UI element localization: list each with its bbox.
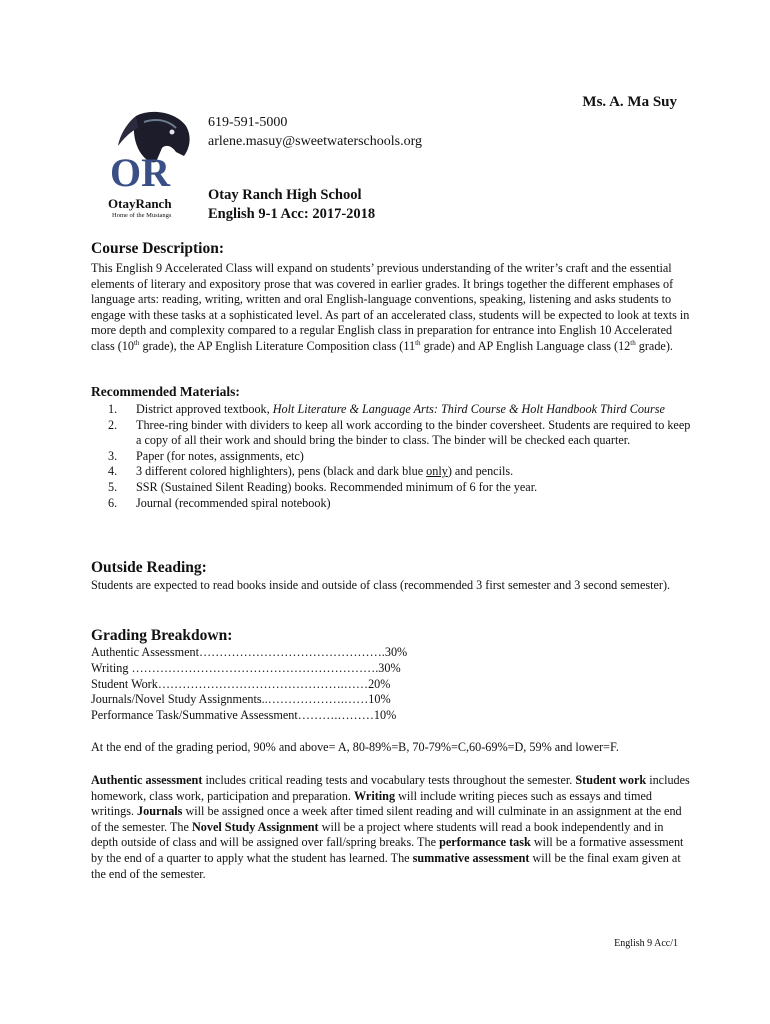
grade-row: Student Work……………………………………….……20% — [91, 676, 391, 691]
course-description-text: This English 9 Accelerated Class will expand on students’ previous understanding of the writer’s craft and the essential elements of literary and expository prose that was covered in earlier grades. It brings together the different emphases of language arts: reading, writing, written and oral English-language conventions, speaking, listening and asks students to engage with these tasks at a sophisticated level. As part of an accelerated class, students will be expected to look at texts in more depth and complexity compared to a regular English class in preparation for entrance into English 10 Accelerated class (10th grade), the AP English Literature Composition class (11th grade) and AP English Language class (12th grade). — [91, 261, 690, 353]
outside-reading-heading: Outside Reading: — [91, 559, 207, 576]
phone-number: 619-591-5000 — [208, 115, 288, 130]
list-item: 4. 3 different colored highlighters), pens (black and dark blue only) and pencils. — [108, 464, 514, 479]
page-footer: English 9 Acc/1 — [614, 938, 678, 949]
course-title: English 9-1 Acc: 2017-2018 — [208, 206, 376, 222]
list-item: 5. SSR (Sustained Silent Reading) books. Recommended minimum of 6 for the year. — [108, 479, 538, 494]
school-info — [208, 186, 375, 224]
grade-row: Writing …………………………………………………….30% — [91, 660, 401, 675]
outside-reading-text: Students are expected to read books inside and outside of class (recommended 3 first semester and 3 second semester). — [91, 578, 671, 592]
grade-row: Performance Task/Summative Assessment……….………10% — [91, 708, 397, 723]
school-name: Otay Ranch High School — [208, 187, 362, 203]
email-link[interactable]: arlene.masuy@sweetwaterschools.org — [208, 134, 423, 149]
svg-text:Home of the Mustangs: Home of the Mustangs — [112, 212, 172, 219]
grade-row: Authentic Assessment……………………………………….30% — [91, 645, 408, 659]
list-item: 3. Paper (for notes, assignments, etc) — [108, 448, 304, 463]
course-description-heading: Course Description: — [91, 240, 225, 257]
svg-text:OtayRanch: OtayRanch — [108, 196, 172, 211]
mustang-head-icon — [106, 108, 194, 220]
grade-row: Journals/Novel Study Assignments..……………….……10% — [91, 692, 391, 707]
contact-info — [208, 113, 422, 151]
grading-breakdown — [91, 645, 407, 724]
materials-list — [108, 402, 693, 511]
svg-text:OR: OR — [110, 150, 170, 195]
list-item: 1. District approved textbook, Holt Literature & Language Arts: Third Course & Holt Handbook Third Course — [108, 402, 665, 416]
grading-scale: At the end of the grading period, 90% and above= A, 80-89%=B, 70-79%=C,60-69%=D, 59% and lower=F. — [91, 740, 619, 754]
assessment-descriptions: Authentic assessment includes critical reading tests and vocabulary tests throughout the semester. Student work includes homework, class work, participation and preparation. Writing will include writing pieces such as essays and timed writings. Journals will be assigned once a week after timed silent reading and will culminate in an assignment at the end of the semester. The Novel Study Assignment will be a project where students will read a book independently and in depth outside of class and will be assigned over fall/spring breaks. The performance task will be a formative assessment by the end of a quarter to apply what the student has learned. The summative assessment will be the final exam given at the end of the semester. — [91, 773, 690, 881]
grading-heading: Grading Breakdown: — [91, 627, 233, 644]
materials-heading: Recommended Materials: — [91, 384, 240, 399]
teacher-name: Ms. A. Ma Suy — [582, 94, 677, 110]
list-item: 2. Three-ring binder with dividers to keep all work according to the binder coversheet. Students are required to keep a copy of all their work and should bring the binder to class. The binder will be checked each quarter. — [108, 417, 691, 448]
list-item: 6. Journal (recommended spiral notebook) — [108, 495, 331, 510]
school-logo — [106, 108, 194, 220]
